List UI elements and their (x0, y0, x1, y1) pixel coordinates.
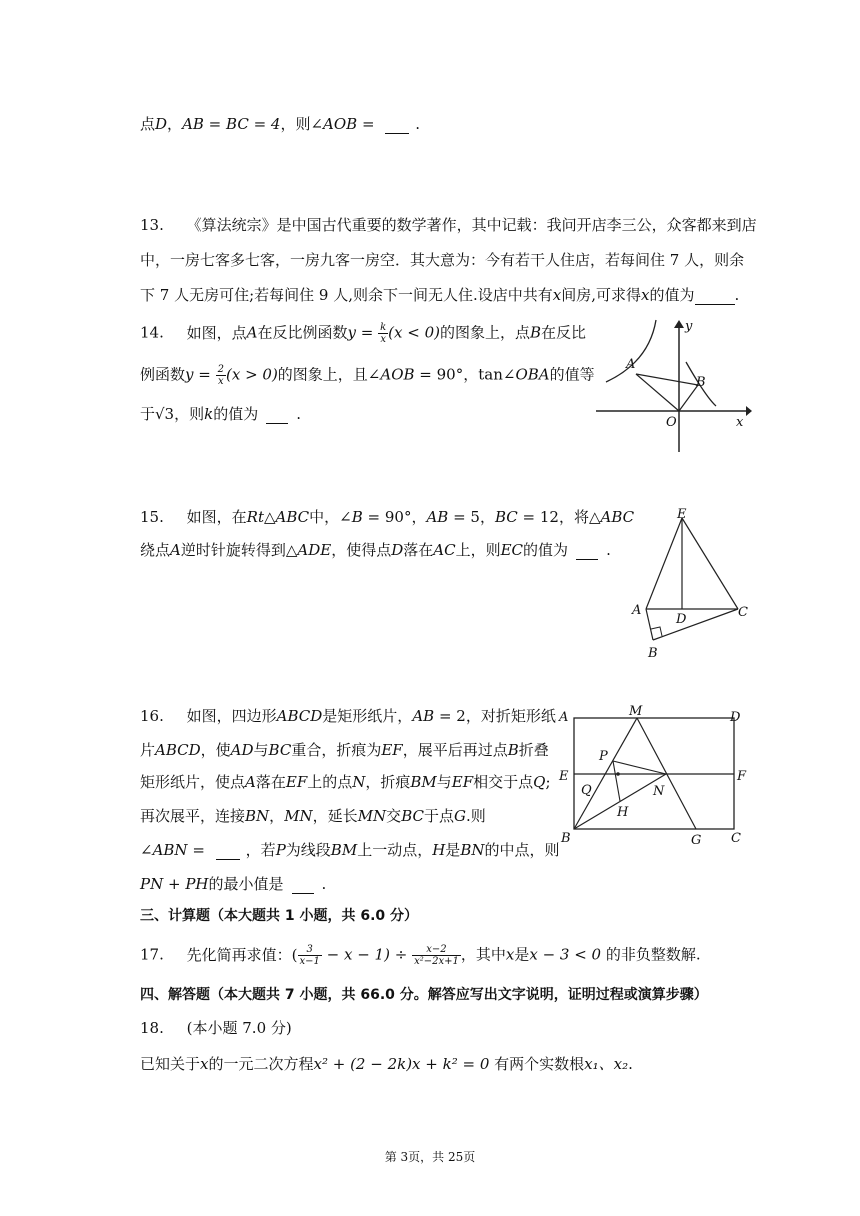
text: ，展平后再过点 (402, 741, 508, 759)
segment-bc (653, 609, 738, 640)
q15-line-2 (140, 540, 611, 560)
text: 是矩形纸片， (322, 707, 413, 725)
q16-line-2 (140, 740, 549, 760)
math-var: x (200, 1055, 209, 1073)
q13-line-3 (140, 285, 739, 305)
text: 于点 (423, 807, 454, 825)
q18-line (140, 1054, 633, 1074)
segment-pn (613, 761, 666, 774)
text: 的值等 (549, 365, 595, 384)
text: ， (269, 807, 285, 825)
text: 的值为 (523, 541, 569, 559)
label-a: A (632, 603, 642, 618)
math-var: ABC (275, 508, 310, 526)
text: 折叠 (518, 741, 549, 759)
point-q (616, 772, 620, 776)
question-number: 18. (140, 1019, 164, 1037)
text: 如图，点 (186, 323, 247, 342)
math-var: ABCD (155, 741, 201, 759)
math-expr: (x > 0) (225, 365, 278, 384)
text: 上的点 (307, 773, 353, 791)
math-var: k (204, 405, 214, 423)
math-var: A (246, 323, 258, 342)
text: 片 (140, 741, 156, 759)
math-var: x (505, 945, 515, 964)
label-p: P (599, 749, 608, 764)
text: ，折痕 (365, 773, 411, 791)
text: 是 (445, 841, 461, 859)
label-c: C (731, 831, 741, 846)
text: 矩形纸片，使点 (140, 773, 246, 791)
q12-continuation (140, 114, 420, 134)
text: 例函数 (140, 365, 186, 384)
math-var: EF (451, 773, 474, 791)
text: ∠ (140, 841, 153, 859)
math-var: AB (412, 707, 435, 725)
math-expr: y = (347, 323, 379, 342)
label-e: E (677, 507, 687, 522)
math-var: Rt (246, 508, 264, 526)
segment-ab (636, 374, 698, 385)
denominator: x (217, 376, 224, 387)
q18-header (140, 1018, 292, 1038)
denominator: x (380, 334, 386, 345)
text: = (357, 115, 380, 133)
math-var: B (507, 741, 519, 759)
q14-line-1 (140, 322, 586, 345)
label-h: H (617, 805, 629, 820)
q16-line-1 (140, 706, 556, 726)
text: . (296, 405, 301, 423)
text: = 90°，tan∠ (414, 365, 516, 384)
text: = 12，将△ (517, 508, 601, 526)
math-var: ABN (152, 841, 188, 859)
text: 为线段 (285, 841, 331, 859)
text: . (734, 286, 740, 304)
section-4-heading: 四、解答题（本大题共 7 小题，共 66.0 分。解答应写出文字说明，证明过程或演算步骤） (140, 987, 708, 1003)
text: 中，∠ (309, 508, 352, 526)
answer-blank[interactable] (695, 289, 735, 305)
math-var: AB (426, 508, 449, 526)
segment-ab (646, 609, 653, 640)
text: = 5， (448, 508, 495, 526)
right-angle-mark (651, 627, 662, 636)
text: . (321, 875, 327, 893)
text: 再次展平，连接 (140, 807, 246, 825)
label-a: A (626, 357, 636, 372)
numerator: 2 (217, 364, 224, 375)
math-var: ADE (297, 541, 332, 559)
text: 中，一房七客多七客，一房九客一房空．其大意为：今有若干人住店，若每间住 7 人，则余 (140, 251, 745, 269)
math-var: BC (268, 741, 292, 759)
text: 重合，折痕为 (291, 741, 382, 759)
fraction (216, 364, 226, 387)
q13-line-1 (140, 215, 757, 235)
math-var: D (391, 541, 404, 559)
fraction (412, 944, 461, 967)
text: 下 7 人无房可住;若每间住 9 人,则余下一间无人住.设店中共有 (140, 286, 553, 304)
math-expr: AB = BC = 4 (182, 115, 281, 133)
text: 的最小值是 (208, 875, 284, 893)
text: ，使 (200, 741, 231, 759)
question-number: 15. (140, 508, 164, 526)
text: . (628, 1055, 633, 1073)
segment-ph (613, 761, 620, 801)
math-var: MN (357, 807, 387, 825)
q16-line-4 (140, 806, 486, 826)
numerator: k (380, 322, 387, 333)
math-var: EF (285, 773, 308, 791)
label-y: y (685, 319, 693, 334)
text: 《算法统宗》是中国古代重要的数学著作，其中记载：我问开店李三公，众客都来到店 (186, 216, 757, 234)
question-number: 13. (140, 216, 164, 234)
label-d: D (676, 612, 687, 627)
text: 与 (436, 773, 452, 791)
text: ; (545, 773, 551, 791)
text: 交 (386, 807, 402, 825)
answer-blank[interactable] (385, 118, 409, 134)
math-var: B (530, 323, 542, 342)
y-axis-arrow (674, 320, 684, 328)
text: 的图象上，点 (439, 323, 530, 342)
label-g: G (691, 833, 702, 846)
label-e: E (559, 769, 569, 784)
math-var: A (170, 541, 181, 559)
math-var: AC (433, 541, 456, 559)
text: . (606, 541, 611, 559)
math-var: BC (494, 508, 518, 526)
label-d: D (730, 710, 741, 725)
label-b: B (561, 831, 571, 846)
figure-q14 (586, 312, 752, 458)
math-var: BN (245, 807, 270, 825)
question-number: 14. (140, 323, 164, 342)
math-var: MN (284, 807, 313, 825)
figure-q16 (555, 704, 755, 846)
label-q: Q (581, 783, 592, 798)
fraction (378, 322, 388, 345)
text: 于√3，则 (140, 405, 205, 423)
numerator: 3 (298, 944, 322, 956)
q17-line (140, 944, 701, 967)
fraction (298, 944, 322, 967)
math-var: BC (401, 807, 424, 825)
text: 点 (140, 115, 156, 133)
label-x: x (736, 415, 744, 430)
text: = (187, 841, 210, 859)
text: 如图，四边形 (186, 707, 277, 725)
text: 的中点，则 (484, 841, 560, 859)
math-var: P (275, 841, 286, 859)
text: ， (167, 115, 183, 133)
segment-ao (636, 374, 679, 411)
question-number: 16. (140, 707, 164, 725)
text: = 2，对折矩形纸 (434, 707, 556, 725)
text: 的值为 (649, 286, 695, 304)
math-var: AOB (380, 365, 415, 384)
curve-left (606, 320, 656, 382)
label-n: N (653, 784, 665, 799)
text: △ (263, 508, 276, 526)
math-var: G (453, 807, 466, 825)
text: = 90°， (362, 508, 427, 526)
text: 的值为 (213, 405, 259, 423)
math-var: AOB (323, 115, 358, 133)
label-o: O (666, 415, 677, 430)
text: .则 (465, 807, 486, 825)
numerator: x−2 (412, 944, 461, 956)
math-var: EC (500, 541, 524, 559)
label-m: M (629, 704, 643, 719)
score-note: (本小题 7.0 分) (186, 1019, 292, 1037)
label-c: C (738, 605, 748, 620)
text: ，其中 (460, 945, 506, 964)
q15-line-1 (140, 507, 634, 527)
text: . (415, 115, 421, 133)
math-var: Q (533, 773, 546, 791)
math-var: x (641, 286, 650, 304)
segment-ec (682, 518, 738, 609)
denominator: x²−2x+1 (414, 956, 459, 967)
text: 落在 (255, 773, 286, 791)
q13-line-2 (140, 250, 744, 270)
label-b: B (648, 646, 658, 661)
math-expr: (x < 0) (388, 323, 440, 342)
answer-blank[interactable] (266, 408, 288, 424)
q16-line-5 (140, 840, 559, 860)
q16-line-3 (140, 772, 551, 792)
text: 的非负整数解. (601, 945, 701, 964)
text: ，延长 (312, 807, 358, 825)
page-footer: 第 3页，共 25页 (384, 1150, 476, 1164)
answer-blank[interactable] (292, 878, 314, 894)
math-var: x (552, 286, 562, 304)
text: ，若 (245, 841, 276, 859)
text: 绕点 (140, 541, 171, 559)
math-var: B (351, 508, 363, 526)
x-axis-arrow (746, 406, 752, 416)
math-var: AD (230, 741, 254, 759)
text: ，使得点 (331, 541, 392, 559)
label-b: B (696, 375, 706, 390)
text: 上一动点， (357, 841, 433, 859)
text: 的图象上，且∠ (277, 365, 381, 384)
math-var: OBA (515, 365, 550, 384)
text: 是 (514, 945, 530, 964)
math-var: N (352, 773, 366, 791)
math-var: BM (410, 773, 437, 791)
text: 逆时针旋转得到△ (180, 541, 298, 559)
math-var: EF (381, 741, 403, 759)
math-expr: − x − 1) ÷ (321, 945, 413, 964)
math-var: A (245, 773, 256, 791)
text: 在反比 (541, 323, 587, 342)
math-var: BM (330, 841, 358, 859)
math-var: ABCD (276, 707, 323, 725)
math-expr: PN + PH (140, 875, 209, 893)
text: 相交于点 (473, 773, 534, 791)
text: 先化简再求值：( (186, 945, 298, 964)
text: 与 (253, 741, 269, 759)
label-a: A (559, 710, 569, 725)
figure-q15 (626, 506, 756, 666)
answer-blank[interactable] (576, 544, 598, 560)
text: 有两个实数根 (489, 1055, 585, 1073)
text: 上，则 (455, 541, 501, 559)
q14-line-2 (140, 364, 595, 387)
math-expr: x₁、x₂ (584, 1055, 629, 1073)
math-var: ABC (600, 508, 635, 526)
text: 如图，在 (186, 508, 247, 526)
math-expr: x² + (2 − 2k)x + k² = 0 (313, 1055, 490, 1073)
math-expr: y = (185, 365, 216, 384)
answer-blank[interactable] (216, 844, 240, 860)
text: 落在 (403, 541, 434, 559)
q14-line-3 (140, 404, 301, 424)
math-var: H (432, 841, 446, 859)
text: 在反比例函数 (257, 323, 348, 342)
section-3-heading: 三、计算题（本大题共 1 小题，共 6.0 分） (140, 908, 419, 924)
label-f: F (737, 769, 747, 784)
math-expr: x − 3 < 0 (529, 945, 602, 964)
text: 已知关于 (140, 1055, 201, 1073)
math-var: BN (460, 841, 485, 859)
text: ，则∠ (280, 115, 324, 133)
question-number: 17. (140, 945, 164, 964)
segment-ea (646, 518, 682, 609)
text: 间房,可求得 (561, 286, 642, 304)
denominator: x−1 (299, 956, 320, 967)
q16-line-6 (140, 874, 326, 894)
math-var: D (155, 115, 168, 133)
text: 的一元二次方程 (208, 1055, 314, 1073)
